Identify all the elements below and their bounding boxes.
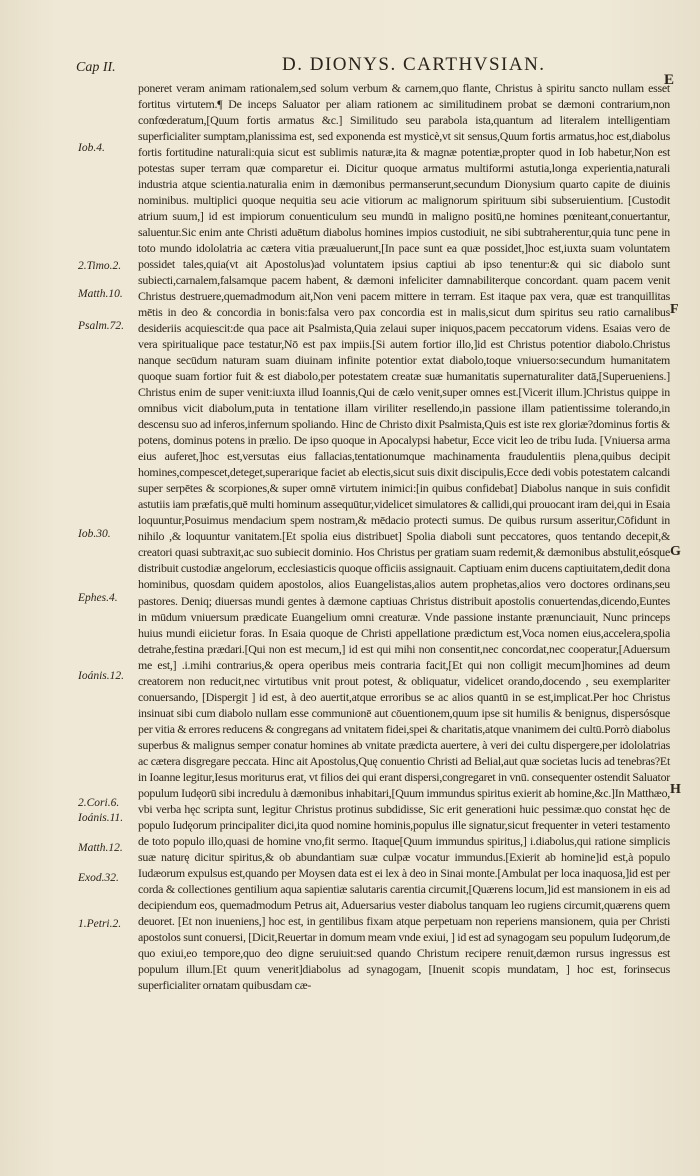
margin-ref-ephesians-4: Ephes.4. — [78, 592, 118, 604]
section-letter-g: G — [670, 544, 681, 559]
margin-ref-matthew-10: Matth.10. — [78, 288, 123, 300]
margin-ref-iob-4: Iob.4. — [78, 142, 105, 154]
margin-ref-exodus-32: Exod.32. — [78, 872, 119, 884]
chapter-label: Cap II. — [76, 60, 116, 75]
section-letter-f: F — [670, 302, 679, 317]
margin-ref-ioannis-11: Ioánis.11. — [78, 812, 124, 824]
section-letter-e: E — [664, 72, 675, 88]
section-letter-h: H — [670, 782, 681, 797]
margin-ref-matthew-12: Matth.12. — [78, 842, 123, 854]
margin-ref-ioannis-12: Ioánis.12. — [78, 670, 124, 682]
margin-ref-peter-2: 1.Petri.2. — [78, 918, 122, 930]
page-header — [76, 54, 676, 88]
margin-ref-psalm-72: Psalm.72. — [78, 320, 124, 332]
margin-ref-timothy-2: 2.Timo.2. — [78, 260, 122, 272]
margin-ref-iob-30: Iob.30. — [78, 528, 111, 540]
margin-ref-corinthians-6: 2.Cori.6. — [78, 797, 120, 809]
running-title: D. DIONYS. CARTHVSIAN. — [282, 54, 546, 75]
commentary-text: poneret veram animam rationalem,sed solum verbum & carnem,quo flante, Christus à spiritu sancto nullam esset fortitus virtutem.¶ De inceps Saluator per aliam rationem ac similitudinem probat se dæmoni contrarium,non confœderatum,[Quum fortis armatus &c.] Similitudo seu parabola ista,quantum ad literalem intelligentiam superficialiter sumptam,planissima est, sed exponenda est mysticè,vt sit sensus,Quum fortis armatus,hoc est,diabolus fortis fortitudine naturali:quia sicut est sublimis naturæ,ita & magnæ potentiæ,propter quod in Iob habetur,Non est potestas super terram quæ comparetur ei. Dicitur quoque armatus multiformi astutia,longa experientia,naturali industria atque scientia.naturalia enim in dæmonibus permanserunt,secundum Dionysium quarto capite de diuinis nominibus. multiplici quoque nequitia seu acie vitiorum ac malignorum spirituum sibi subseruientium. [Custodit atrium suum,] id est impiorum conuenticulum seu mundū in maligno positū,ne homines pœniteant,conuertantur, saluentur.Sic enim ante Christi aduētum diabolus homines impios custodiuit, ne sibi subtraherentur,quia tunc pene in toto mundo idololatria ac cætera vitia præualuerunt,[In pace sunt ea quæ possidet,]hoc est,iuxta suam voluntatem possidet tales,quia(vt ait Apostolus)ad voluntatem ipsius captiui ab ipso tenentur:& qui sic diabolo sunt subiecti,carnalem,falsamque pacem habent, & dæmoni infeliciter damnabiliterque concordant. quam pacem venit Christus destruere,quemadmodum ait,Non veni pacem mittere in terram. Est itaque pax vera, quæ est tranquillitas mētis in deo & concordia in bonis:falsa vero pax concordia est in malis,sicut dum spiritus seu ratio carnalibus desideriis acquiescit:de qua pace ait Psalmista,Quia zelaui super iniquos,pacem peccatorum videns. Esaias vero de vera spiritualique pace testatur,Nō est pax impiis.[Si autem fortior illo,]id est Christus potentior diabolo.Christus nanque secūdum naturam suam diuinam infinite potentior extat diabolo,toque vniuerso:secundum humanitatem quoque suam fortior fuit & est diabolo,per potestatem creatæ suæ humanitatis supernaturaliter datā,[Superueniens.] Christus enim de super venit:iuxta illud Ioannis,Qui de cælo venit,super omnes est.[Vicerit illum.]Christus quippe in omnibus vicit diabolum,puta in tentatione illam viriliter resellendo,in passione illam patientissime tolerando,in descensu suo ad inferos,infernum spoliando. Hinc de Christo dixit Psalmista,Quis est iste rex gloriæ?dominus fortis & potens, dominus potens in prælio. De ipso quoque in Apocalypsi habetur, Ecce vicit leo de tribu Iuda. [Vniuersa arma eius auferet,]hoc est,versutas eius fallacias,tentationumque machinamenta fraudulentiis plena,quibus decipit homines,compescet,deteget,superarique faciet ab electis,sicut suis dixit discipulis,Ecce dedi vobis potestatem calcandi super serpētes & scorpiones,& super omnē virtutem inimici:[in quibus confidebat] Diabolus nanque in suis confidit astutiis iam præfatis,quē multi hominum assequūtur,videlicet simulatores & callidi,qui prouocant iram dei,qui in Esaia loquuntur,Posuimus mendacium spem nostram,& mēdacio protecti sumus. De quibus rursum asseritur,Cōfidunt in nihilo ,& loquuntur vanitatem.[Et spolia eius distribuet] Spolia diaboli sunt peccatores, quos tentando decepit,& creatori quasi subtraxit,ac suo subiecit dominio. Hos Christus per gratiam suam redemit,& dæmonibus abstulit,eósque distribuit custodiæ angelorum, ecclesiasticis quoque officiis assignauit. Captiuam enim ducens captiuitatem,dedit dona hominibus, quosdam quidem apostolos, alios Euangelistas,alios autem prophetas,alios vero doctores ordinans,seu pastores. Deniq; diuersas mundi gentes à dæmone captiuas Christus distribuit apostolis conuertendas,dicendo,Euntes in mūdum vniuersum prædicate Euangelium omni creaturæ. Vnde passione instante prænunciauit, Nunc princeps huius mundi eiicietur foras. In Esaia quoque de Christi appellatione prædictum est,Voca nomen eius,accelera,spolia detrahe,festina prædari.[Qui non est mecum,] id est qui mihi non consentit,nec concordat,nec cooperatur,[Aduersum me est,] .i.mihi contrarius,& opera operibus meis contraria facit,[Et qui non colligit mecum]homines ad deum creatorem non reducit,nec virtutibus vnit prout potest, & obliquatur, videlicet orando,docendo , seu exemplariter conuersando, [Dispergit ] id est, à deo auertit,atque erroribus se ac alios quantū in se est,implicat.Per hoc Christus insinuat sibi cum diabolo nullam esse communionē aut cōuentionem,quum ipse sit humilis & benignus, dispersósque per vitia & errores reducens & congregans ad vnitatem fidei,spei & charitatis,atque vnanimem dei cultū.Porrò diabolus superbus & malignus semper conatur homines ab vnitate prædicta auertere, à veri dei cultu dispergere,per idololatrias ac cætera disgregare peccata. Hinc ait Apostolus,Quę conuentio Christi ad Belial,aut quæ societas lucis ad tenebras?Et in Ioanne legitur,Iesus moriturus erat, vt filios dei qui erant dispersi,congregaret in vnū. consequenter ostendit Saluator populum Iudęorū sibi incredulu à dæmonibus inhabitari,[Quum immundus spiritus exierit ab homine,&c.]In Matthæo, vbi verba hęc scripta sunt, legitur Christus protinus subdidisse, Sic erit generationi huic pessimæ.quo constat hęc de populo Iudęorum principaliter dici,ita quod nomine hominis,populus ille signatur,sicut frequenter in veteri testamento de toto populo illo,quasi de homine vno,fit sermo. Itaque[Quum immundus spiritus,] i.diabolus,qui ratione simplicis suæ naturę dicitur spiritus,& ob abundantiam suæ culpæ vocatur immundus.[Exierit ab homine]id est,à populo Iudæorum expulsus est,quando per Moysen data est ei lex à deo in Sinai monte.[Ambulat per loca inaquosa,]id est per corda & collectiones gentilium aqua sapientiæ salutaris carentia circumit,[Quærens locum,]id est mansionem in eis ad decipiendum eos, quemadmodum Petrus ait, Aduersarius vester diabolus tanquam leo rugiens circumit,quærens quem deuoret. [Et non inueniens,] hoc est, in gentilibus fixam atque perpetuam non reperiens mansionem, quia per Christi apostolos sunt conuersi, [Dicit,Reuertar in domum meam vnde exiui, ] id est ad synagogam seu populum Iudęorum,de quo exiui,eo tempore,quo deo digne seruiuit:sed quando Christum recipere renuit,dæmon rursus ingressus est populum illum.[Et quum venerit]diabolus ad synagogam, [Inuenit scopis mundatam, ] hoc est, forinsecus superficialiter ornatam quibusdam cæ- — [138, 81, 670, 992]
